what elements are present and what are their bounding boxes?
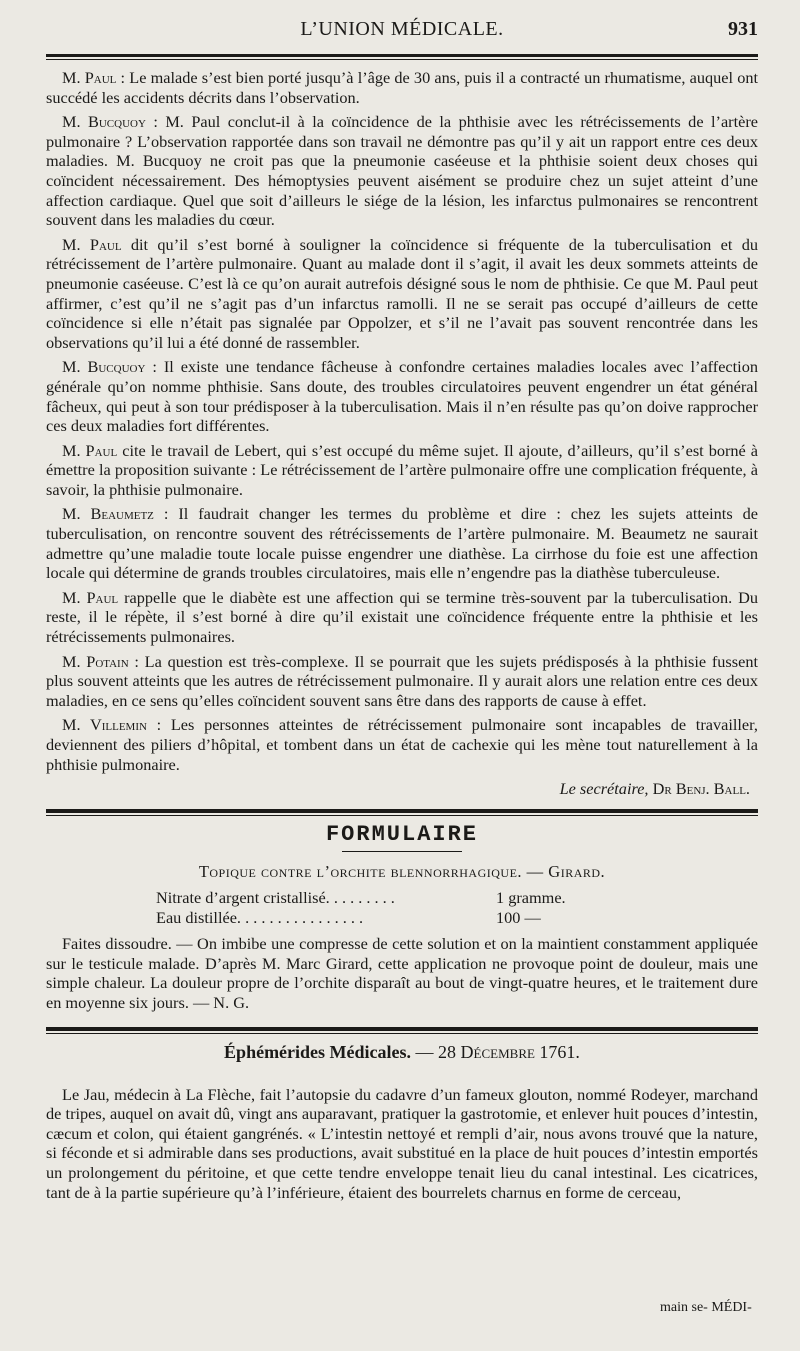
signature-name: Dr Benj. Ball. <box>652 779 750 799</box>
discussion-section <box>46 68 758 774</box>
ingredient-name: Nitrate d’argent cristallisé. . . . . . . . . <box>156 888 395 908</box>
paragraph: M. Villemin : Les personnes atteintes de rétrécissement pulmonaire sont incapables de travailler, deviennent des piliers d’hôpital, et tombent dans un état de cachexie qui les mène tout naturellement à la phthisie pulmonaire. <box>46 715 758 774</box>
running-header <box>46 18 758 52</box>
paragraph: M. Bucquoy : Il existe une tendance fâcheuse à confondre certaines maladies locales avec l’affection générale qu’on nomme phthisie. Sans doute, des troubles circulatoires peuvent engendrer un état général fâcheux, qui peut à son tour prédisposer à la tuberculisation. Mais il n’en résulte pas qu’on doive rapprocher ces deux maladies fort différentes. <box>46 357 758 436</box>
recipe-title: Topique contre l’orchite blennorrhagique. — Girard. <box>198 862 606 882</box>
page-number: 931 <box>728 18 758 40</box>
section-rule <box>46 809 758 816</box>
paragraph: M. Paul rappelle que le diabète est une affection qui se termine très-souvent par la tuberculisation. Du reste, il le répète, il s’est borné à dire qu’il existait une coïncidence fréquente entre la phthisie et les rétrécissements pulmonaires. <box>46 587 758 647</box>
paragraph: M. Paul : Le malade s’est bien porté jusqu’à l’âge de 30 ans, puis il a contracté un rhumatisme, auquel ont succédé les accidents décrits dans l’observation. <box>46 68 758 107</box>
ephemerides-title: Éphémérides Médicales. — 28 Décembre 1761. <box>224 1041 580 1062</box>
paragraph: M. Beaumetz : Il faudrait changer les termes du problème et dire : chez les sujets atteints de tuberculisation, on rencontre souvent des rétrécissements de l’artère pulmonaire. M. Beaumetz ne saurait admettre qu’une maladie toute locale puisse engendrer une diathèse. La cirrhose du foie est une affection locale qui détermine de grands troubles circulatoires, mais elle n’engendre pas la diathèse tuberculeuse. <box>46 504 758 583</box>
paragraph: M. Paul cite le travail de Lebert, qui s’est occupé du même sujet. Il ajoute, d’ailleurs, qu’il s’est borné à émettre la proposition suivante : Le rétrécissement de l’artère pulmonaire offre une complication fréquente, à savoir, la phthisie pulmonaire. <box>46 440 758 499</box>
ingredients-list <box>156 888 758 928</box>
journal-title: L’UNION MÉDICALE. <box>300 18 504 40</box>
ingredient-name: Eau distillée. . . . . . . . . . . . . . . . <box>156 908 364 928</box>
section-rule <box>46 1027 758 1034</box>
header-rule <box>46 54 758 60</box>
title-underline <box>342 851 462 852</box>
signature <box>46 779 750 799</box>
ingredient-qty: 100 — <box>496 908 541 928</box>
ingredient-qty: 1 gramme. <box>496 888 566 908</box>
signature-role: Le secrétaire, <box>559 779 649 799</box>
paragraph: M. Potain : La question est très-complexe. Il se pourrait que les sujets prédisposés à la phthisie fussent plus souvent atteints que les autres de rétrécissement pulmonaire. Il y aurait alors une relation entre ces deux maladies, en ce sens qu’elles coïncident souvent sans être dans des rapports de cause à effet. <box>46 651 758 710</box>
margin-marks: main se- MÉDI- <box>660 1300 752 1315</box>
ephemerides-text: Le Jau, médecin à La Flèche, fait l’autopsie du cadavre d’un fameux glouton, nommé Rodeyer, marchand de tripes, auquel on avait dû, vingt ans auparavant, pratiquer la gastrotomie, et enlever huit pouces d’intestin, cæcum et colon, qui étaient gangrénés. « L’intestin nettoyé et rempli d’air, nous avons trouvé que la nature, si féconde et si admirable dans ses productions, avait substitué en la place de huit pouces d’intestin emportés un prolongement du péritoine, et que cette tendre enveloppe tenait lieu du canal intestinal. Les cicatrices, tant de à la partie supérieure qu’à l’inférieure, étaient des bourrelets charnus en forme de cerceau, <box>46 1084 758 1202</box>
ingredient-row <box>156 908 758 928</box>
recipe-instructions: Faites dissoudre. — On imbibe une compresse de cette solution et on la maintient constamment appliquée sur le testicule malade. D’après M. Marc Girard, cette application ne provoque point de douleur, mais une simple chaleur. La douleur propre de l’orchite disparaît au bout de vingt-quatre heures, et le traitement dure en moyenne six jours. — N. G. <box>46 934 758 1012</box>
formulaire-title: FORMULAIRE <box>325 822 479 848</box>
paragraph: M. Bucquoy : M. Paul conclut-il à la coïncidence de la phthisie avec les rétrécissements de l’artère pulmonaire ? L’observation rapportée dans son travail ne démontre pas qu’il y ait un rapport entre ces deux maladies. M. Bucquoy ne croit pas que la pneumonie caséeuse et la phthisie soient deux choses qui coïncident nécessairement. Des hémoptysies peuvent aisément se produire chez un sujet atteint d’une affection cardiaque. Quel que soit d’ailleurs le siége de la lésion, les infarctus pulmonaires se rencontrent souvent dans les maladies du cœur. <box>46 112 758 230</box>
paragraph: M. Paul dit qu’il s’est borné à souligner la coïncidence si fréquente de la tuberculisation et du rétrécissement de l’artère pulmonaire. Quant au malade dont il s’agit, il avait les deux sommets atteints de pneumonie caséeuse. C’est là ce qu’on aurait autrefois désigné sous le nom de phthisie. Ce que M. Paul peut affirmer, c’est qu’il ne s’agit pas d’un infarctus ramolli. Il ne se serait pas occupé d’ailleurs de cette coïncidence si elle n’était pas signalée par Oppolzer, et s’il ne l’avait pas souvent rencontrée dans les observations qu’il lui a été donné de rassembler. <box>46 234 758 352</box>
ingredient-row <box>156 888 758 908</box>
